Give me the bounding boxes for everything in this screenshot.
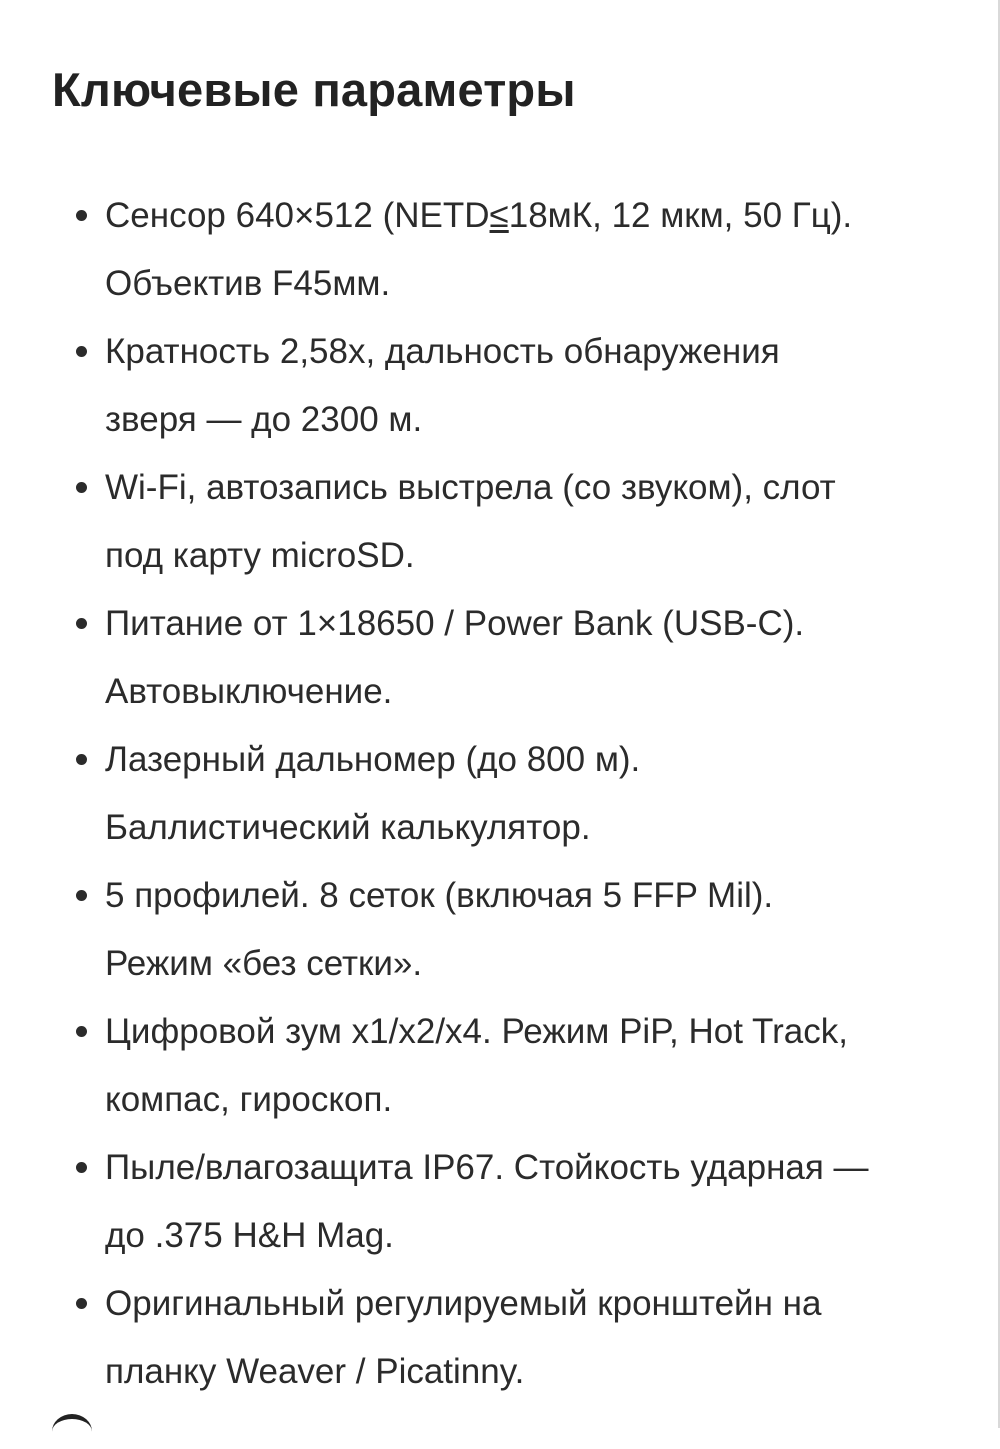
parameters-list — [0, 182, 1000, 1406]
list-item-line-2: Объектив F45мм. — [105, 264, 391, 303]
bullet-dot-icon — [76, 1026, 87, 1037]
list-item-text: 18мК, 12 мкм, 50 Гц). — [508, 196, 853, 235]
list-item-protection — [0, 1134, 1000, 1270]
list-item-line-1: Цифровой зум х1/х2/х4. Режим PiP, Hot Track, — [105, 1012, 848, 1051]
list-item-symbol: ≤ — [489, 196, 509, 235]
list-item-line-1: Лазерный дальномер (до 800 м). — [105, 740, 641, 779]
bullet-dot-icon — [76, 618, 87, 629]
list-item-line-2: компас, гироскоп. — [105, 1080, 393, 1119]
list-item-line-2: Баллистический калькулятор. — [105, 808, 591, 847]
list-item-wifi — [0, 454, 1000, 590]
bullet-dot-icon — [76, 210, 87, 221]
list-item-line-2: до .375 H&H Mag. — [105, 1216, 394, 1255]
list-item-line-1: Пыле/влагозащита IP67. Стойкость ударная — — [105, 1148, 869, 1187]
list-item-line-2: Автовыключение. — [105, 672, 393, 711]
list-item-rangefinder — [0, 726, 1000, 862]
bullet-dot-icon — [76, 346, 87, 357]
bullet-dot-icon — [76, 1298, 87, 1309]
list-item-text: Сенсор 640×512 (NETD — [105, 196, 490, 235]
list-item-reticles — [0, 862, 1000, 998]
list-item-line-1: Wi-Fi, автозапись выстрела (со звуком), слот — [105, 468, 836, 507]
list-item-line-2: Режим «без сетки». — [105, 944, 423, 983]
list-item-magnification — [0, 318, 1000, 454]
list-item-line-1: Питание от 1×18650 / Power Bank (USB-C). — [105, 604, 805, 643]
list-item-line-1 — [105, 182, 960, 250]
list-item-line-1: 5 профилей. 8 сеток (включая 5 FFP Mil). — [105, 876, 774, 915]
list-item-line-2: зверя — до 2300 м. — [105, 400, 423, 439]
list-item-zoom — [0, 998, 1000, 1134]
list-item-line-2: планку Weaver / Picatinny. — [105, 1352, 525, 1391]
section-heading: Ключевые параметры — [52, 63, 576, 116]
bullet-dot-icon — [76, 1162, 87, 1173]
list-item-power — [0, 590, 1000, 726]
bullet-dot-icon — [76, 482, 87, 493]
bullet-dot-icon — [76, 890, 87, 901]
bullet-dot-icon — [76, 754, 87, 765]
list-item-line-1: Оригинальный регулируемый кронштейн на — [105, 1284, 822, 1323]
list-item-line-2: под карту microSD. — [105, 536, 415, 575]
list-item-sensor — [0, 182, 1000, 318]
list-item-mount — [0, 1270, 1000, 1406]
list-item-line-1: Кратность 2,58х, дальность обнаружения — [105, 332, 780, 371]
next-section-cutoff-glyph — [52, 1414, 92, 1449]
